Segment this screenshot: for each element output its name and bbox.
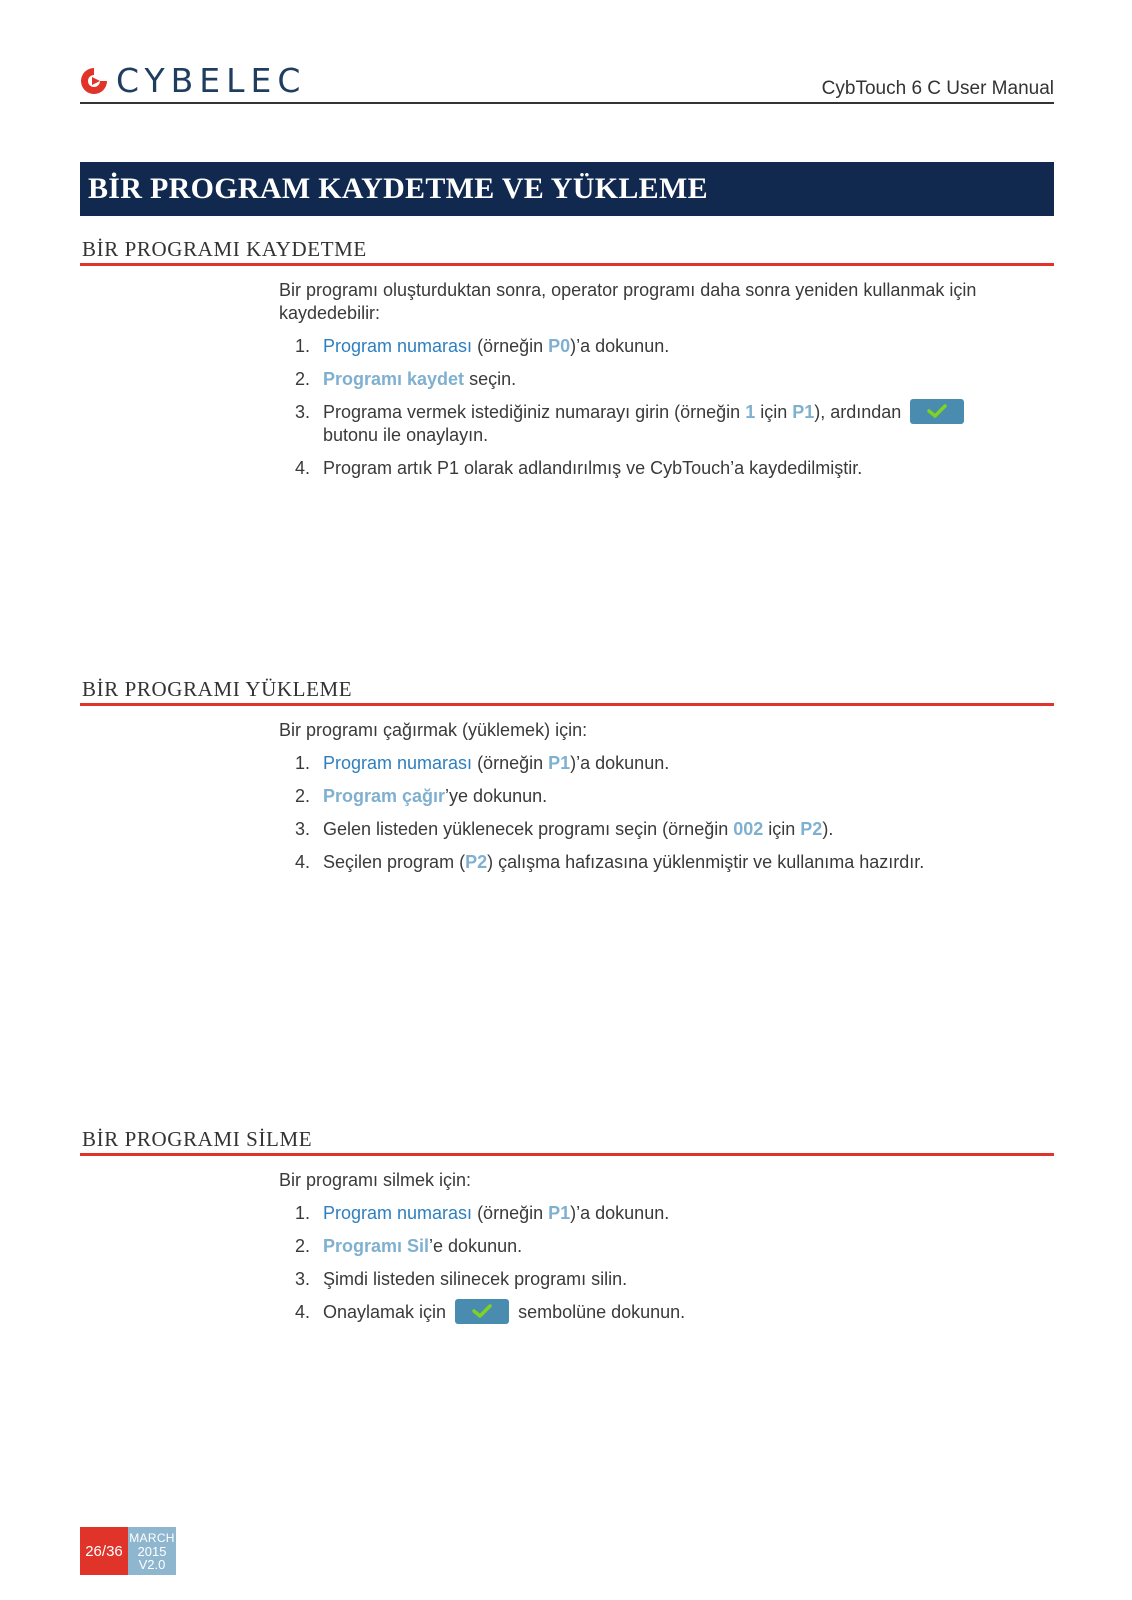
page-number: 26/36 — [80, 1527, 128, 1575]
step-text: ). — [822, 819, 834, 839]
program-code: P2 — [800, 819, 823, 839]
step-text: Şimdi listeden silinecek programı silin. — [323, 1269, 628, 1289]
step-number: 1. — [295, 753, 311, 773]
list-item — [295, 752, 1040, 775]
step-text: Gelen listeden yüklenecek programı seçin (örneğin — [323, 819, 734, 839]
call-program-term: Program çağır — [323, 786, 446, 806]
section-heading-load: BİR PROGRAMI YÜKLEME — [82, 677, 353, 701]
step-number: 2. — [295, 1236, 311, 1256]
list-item — [295, 818, 1040, 841]
step-text: ’ye dokunun. — [445, 786, 548, 806]
section-intro: Bir programı oluşturduktan sonra, operator programı daha sonra yeniden kullanmak için kaydedebilir: — [279, 280, 977, 323]
program-code: P2 — [465, 852, 488, 872]
step-text: sembolüne dokunun. — [513, 1302, 686, 1322]
checkmark-icon — [472, 1303, 492, 1319]
list-item — [295, 1202, 1040, 1225]
cybelec-logo — [80, 61, 307, 100]
step-number: 2. — [295, 786, 311, 806]
version-badge — [128, 1527, 176, 1575]
section-intro: Bir programı çağırmak (yüklemek) için: — [279, 720, 588, 740]
list-item — [295, 851, 1040, 874]
save-program-term: Programı kaydet — [323, 369, 465, 389]
list-item — [295, 401, 1040, 447]
step-number: 3. — [295, 402, 311, 422]
step-text: için — [755, 402, 793, 422]
step-number: 2. — [295, 369, 311, 389]
step-number: 1. — [295, 336, 311, 356]
steps-list-load — [295, 752, 1040, 874]
step-text: ’e dokunun. — [429, 1236, 523, 1256]
step-text: ) çalışma hafızasına yüklenmiştir ve kullanıma hazırdır. — [487, 852, 925, 872]
version-number: V2.0 — [138, 1556, 166, 1572]
list-item — [295, 785, 1040, 808]
version-year: 2015 — [137, 1543, 167, 1559]
section-rule — [80, 263, 1054, 266]
step-text: butonu ile onaylayın. — [323, 425, 489, 445]
step-number: 3. — [295, 819, 311, 839]
step-text: )’a dokunun. — [570, 753, 670, 773]
version-month: MARCH — [129, 1530, 175, 1545]
steps-list-delete — [295, 1202, 1040, 1324]
checkmark-icon — [927, 403, 947, 419]
step-text: Onaylamak için — [323, 1302, 452, 1322]
program-code: P1 — [792, 402, 815, 422]
step-number: 4. — [295, 458, 311, 478]
confirm-button[interactable] — [910, 399, 964, 424]
cybelec-logo-icon — [80, 67, 108, 95]
list-item — [295, 1235, 1040, 1258]
list-item — [295, 368, 1040, 391]
list-item — [295, 1301, 1040, 1324]
step-text: Programa vermek istediğiniz numarayı girin (örneğin — [323, 402, 746, 422]
step-text: (örneğin — [472, 336, 549, 356]
step-number: 4. — [295, 852, 311, 872]
list-item — [295, 457, 1040, 480]
step-text: ), ardından — [814, 402, 907, 422]
confirm-button[interactable] — [455, 1299, 509, 1324]
logo-text: CYBELEC — [116, 61, 307, 100]
step-number: 3. — [295, 1269, 311, 1289]
program-code: P1 — [548, 1203, 571, 1223]
step-number: 1. — [295, 1203, 311, 1223]
section-heading-delete: BİR PROGRAMI SİLME — [82, 1127, 313, 1151]
program-code: P1 — [548, 753, 571, 773]
program-number-link[interactable]: Program numarası — [323, 1203, 473, 1223]
program-number-link[interactable]: Program numarası — [323, 753, 473, 773]
step-text: )’a dokunun. — [570, 1203, 670, 1223]
chapter-title: BİR PROGRAM KAYDETME VE YÜKLEME — [88, 172, 708, 205]
program-code: P0 — [548, 336, 571, 356]
program-code: 002 — [733, 819, 764, 839]
delete-program-term: Programı Sil — [323, 1236, 430, 1256]
list-item — [295, 335, 1040, 358]
list-item — [295, 1268, 1040, 1291]
step-number: 4. — [295, 1302, 311, 1322]
step-text: (örneğin — [472, 753, 549, 773]
step-text: (örneğin — [472, 1203, 549, 1223]
steps-list-save — [295, 335, 1040, 480]
program-code: 1 — [745, 402, 756, 422]
section-rule — [80, 1153, 1054, 1156]
chapter-title-band — [80, 162, 1054, 216]
section-heading-save: BİR PROGRAMI KAYDETME — [82, 237, 367, 261]
program-number-link[interactable]: Program numarası — [323, 336, 473, 356]
step-text: )’a dokunun. — [570, 336, 670, 356]
step-text: için — [763, 819, 801, 839]
document-title: CybTouch 6 C User Manual — [821, 78, 1054, 99]
section-rule — [80, 703, 1054, 706]
step-text: Seçilen program ( — [323, 852, 466, 872]
header-rule — [80, 102, 1054, 104]
section-intro: Bir programı silmek için: — [279, 1170, 472, 1190]
step-text: seçin. — [464, 369, 517, 389]
step-text: Program artık P1 olarak adlandırılmış ve CybTouch’a kaydedilmiştir. — [323, 458, 863, 478]
